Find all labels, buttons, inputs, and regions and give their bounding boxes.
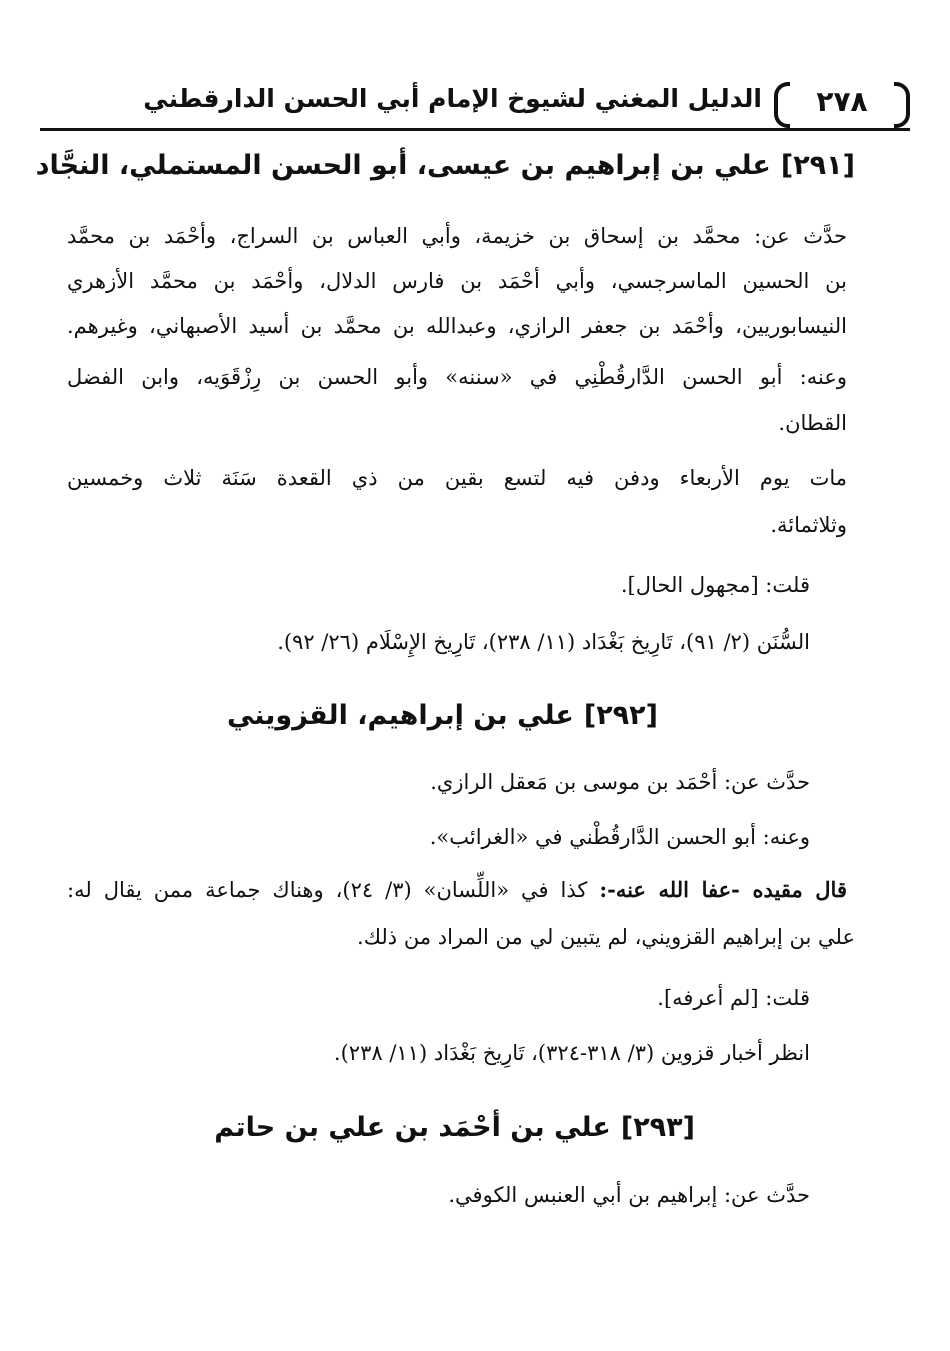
left-bracket [774, 82, 790, 128]
text-line: مات يوم الأربعاء ودفن فيه لتسع بقين من ذي القعدة سَنَة ثلاث وخمسين [67, 466, 847, 490]
entry-heading [36, 150, 855, 181]
text-line: قلت: [مجهول الحال]. [620, 573, 810, 597]
text-line: علي بن إبراهيم القزويني، لم يتبين لي من المراد من ذلك. [357, 925, 855, 949]
editor-note-label: قال مقيده -عفا الله عنه-: [599, 877, 847, 902]
entry-heading [214, 1112, 695, 1143]
page-number: ٢٧٨ [816, 84, 868, 118]
text-line: النيسابوريين، وأحْمَد بن جعفر الرازي، وعبدالله بن محمَّد بن أسيد الأصبهاني، وغيرهم. [67, 314, 847, 338]
references-line: انظر أخبار قزوين (٣/ ٣١٨-٣٢٤)، تَارِيخ بَغْدَاد (١١/ ٢٣٨). [333, 1041, 810, 1065]
header-rule [40, 128, 910, 131]
text-line: القطان. [778, 411, 847, 435]
page-number-box [774, 82, 910, 120]
references-line: السُّنَن (٢/ ٩١)، تَارِيخ بَغْدَاد (١١/ ٢٣٨)، تَارِيخ الإِسْلَام (٢٦/ ٩٢). [277, 630, 810, 654]
entry-number: [٢٩١] [780, 150, 855, 181]
text-line: وثلاثمائة. [770, 513, 847, 537]
page-header [40, 76, 910, 132]
entry-heading [227, 700, 658, 731]
text-line: وعنه: أبو الحسن الدَّارقُطْني في «الغرائب». [429, 825, 810, 849]
text-line: قلت: [لم أعرفه]. [657, 986, 810, 1010]
entry-name: علي بن إبراهيم، القزويني [226, 700, 574, 731]
running-title: الدليل المغني لشيوخ الإمام أبي الحسن الدارقطني [143, 84, 762, 113]
entry-name: علي بن أحْمَد بن علي بن حاتم [214, 1112, 611, 1143]
editor-note-text: كذا في «اللِّسان» (٣/ ٢٤)، وهناك جماعة ممن يقال له: [67, 878, 600, 902]
entry-name: علي بن إبراهيم بن عيسى، أبو الحسن المستملي، النجَّاد [35, 150, 771, 181]
text-line: حدَّث عن: محمَّد بن إسحاق بن خزيمة، وأبي العباس بن السراج، وأحْمَد بن محمَّد [67, 224, 847, 248]
text-line: وعنه: أبو الحسن الدَّارقُطْنِي في «سننه» وأبو الحسن بن رِزْقَوَيه، وابن الفضل [67, 365, 847, 389]
text-line: بن الحسين الماسرجسي، وأبي أحْمَد بن فارس الدلال، وأحْمَد بن محمَّد الأزهري [67, 269, 847, 293]
text-line [67, 875, 847, 905]
entry-number: [٢٩٢] [583, 700, 658, 731]
text-line: حدَّث عن: أحْمَد بن موسى بن مَعقل الرازي. [430, 770, 810, 794]
right-bracket [894, 82, 910, 128]
text-line: حدَّث عن: إبراهيم بن أبي العنبس الكوفي. [448, 1183, 810, 1207]
entry-number: [٢٩٣] [620, 1112, 695, 1143]
